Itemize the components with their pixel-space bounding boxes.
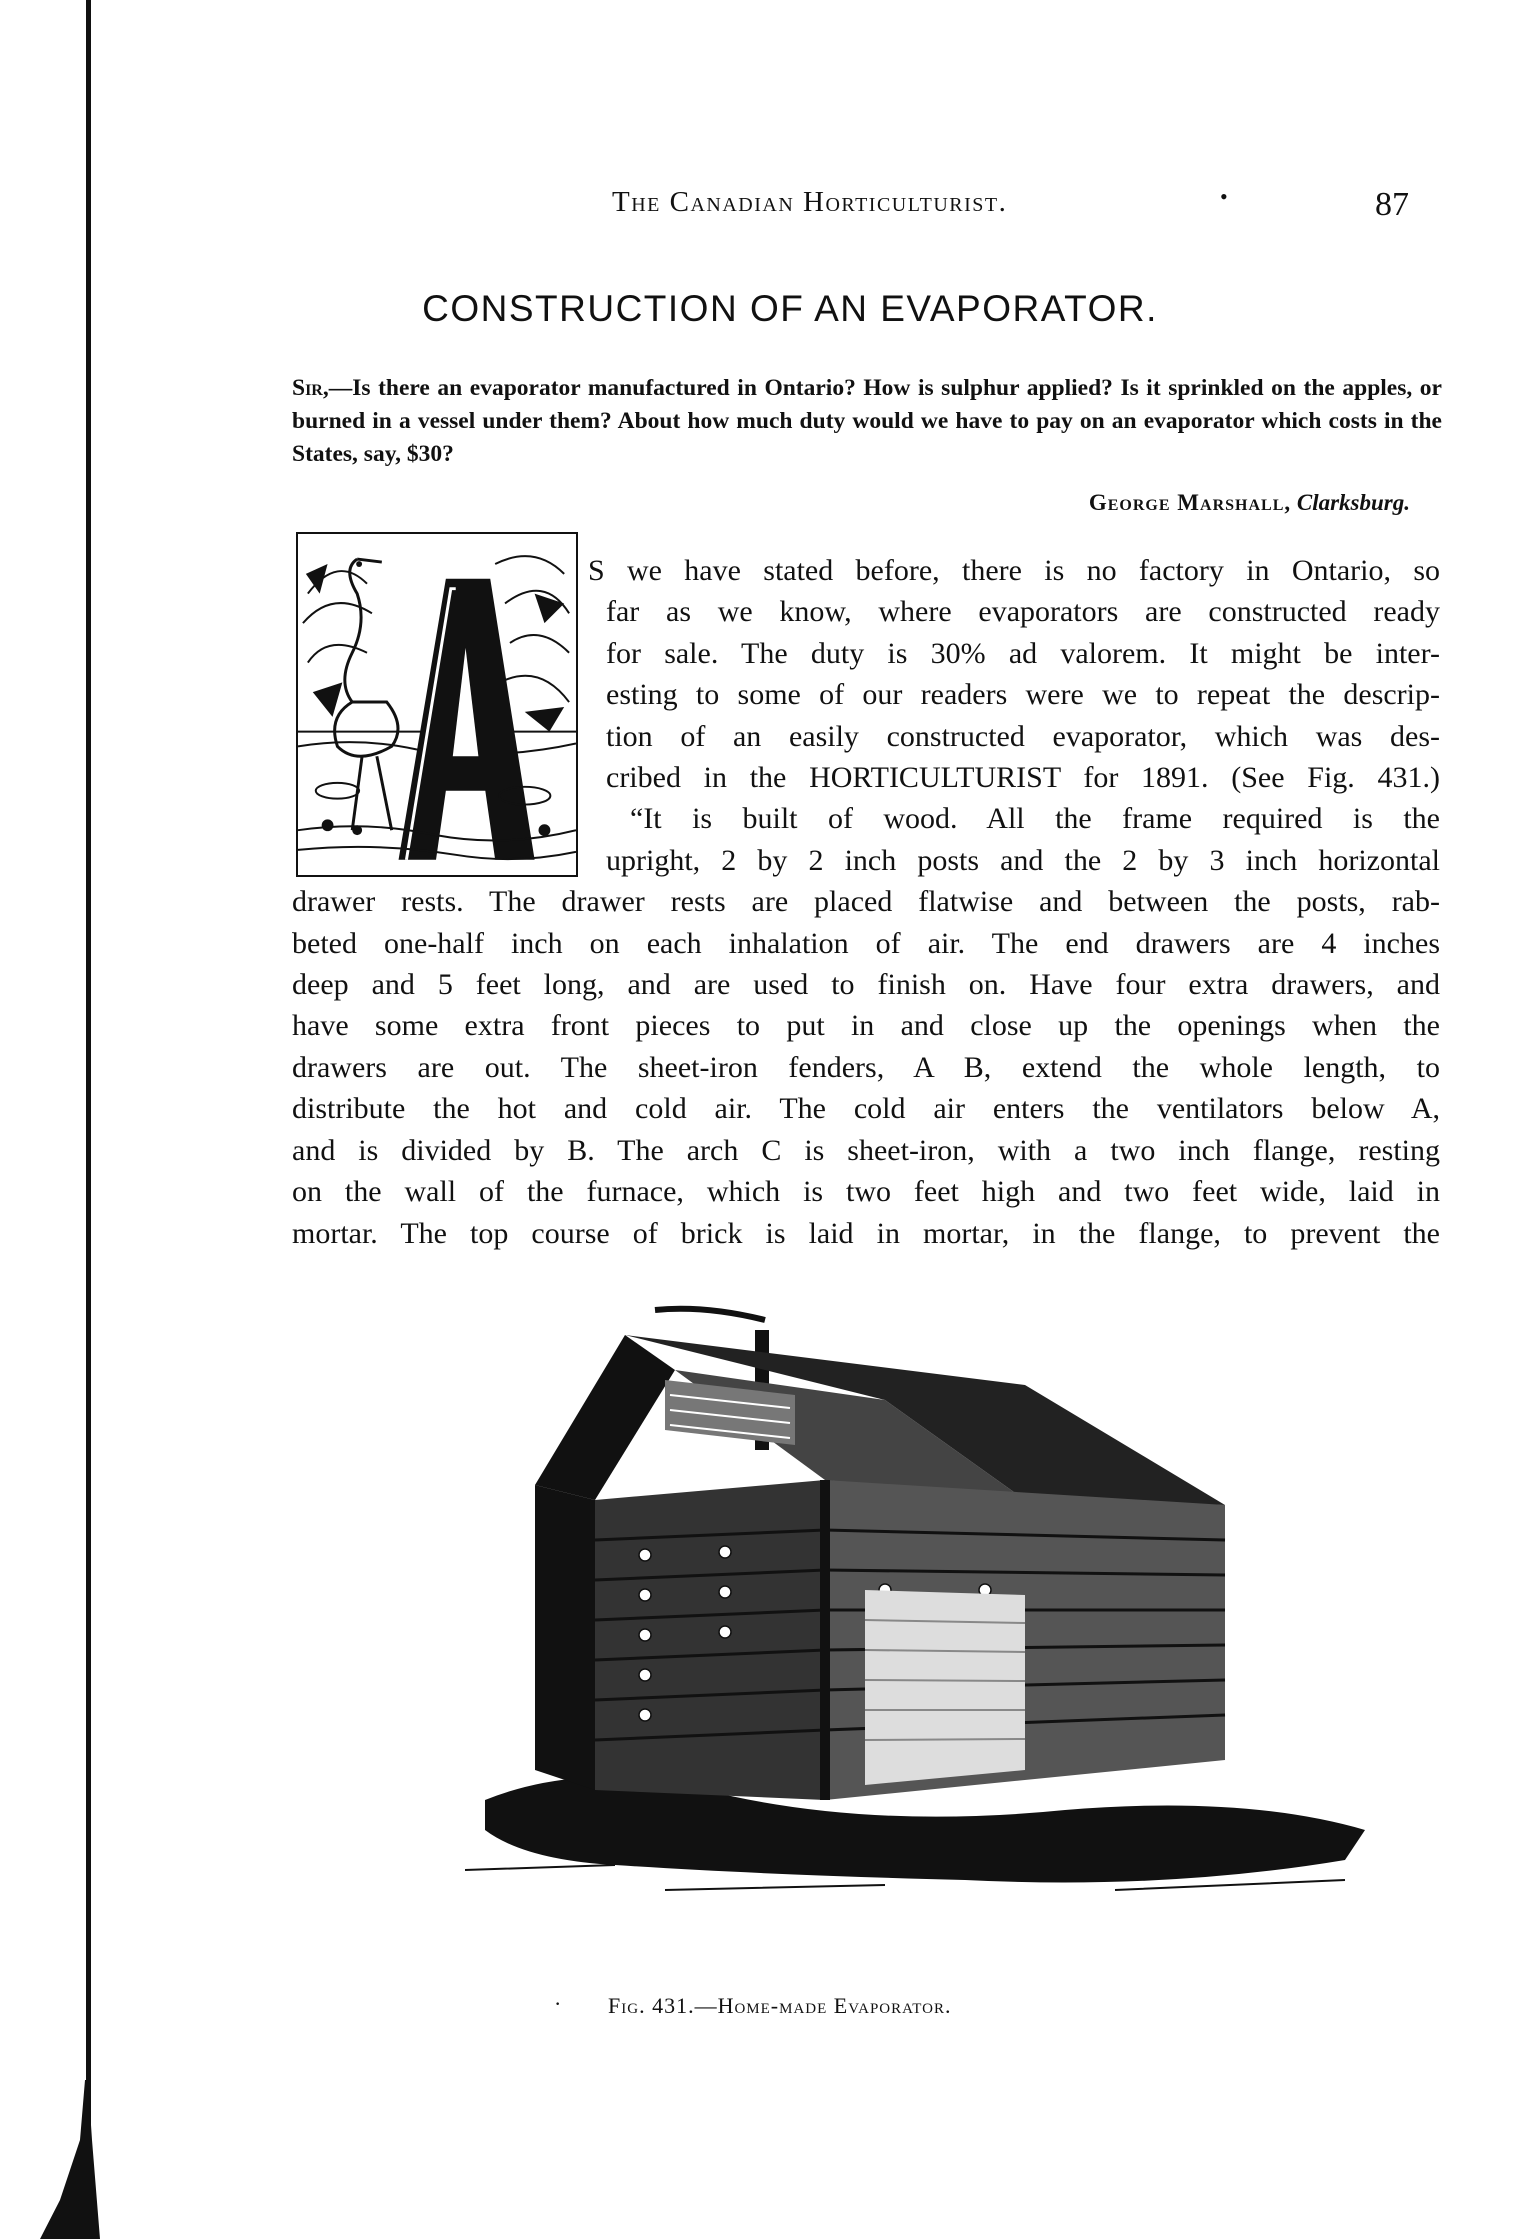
body-line: far as we know, where evaporators are constructed ready [606, 595, 1440, 629]
body-line: upright, 2 by 2 inch posts and the 2 by 3 inch horizontal [606, 843, 1440, 877]
signature-name: George Marshall, [1088, 490, 1292, 515]
running-head [600, 178, 1440, 228]
caption-dot: · [554, 1991, 563, 2016]
body-line: mortar. The top course of brick is laid in mortar, in the flange, to prevent the [292, 1216, 1440, 1250]
journal-title: The Canadian Horticulturist. [612, 186, 1008, 218]
body-line: deep and 5 feet long, and are used to finish on. Have four extra drawers, and [292, 968, 1440, 1002]
letter-signature [1089, 490, 1410, 516]
page-binding-edge [86, 0, 91, 2239]
body-line: have some extra front pieces to put in and close up the openings when the [292, 1009, 1440, 1043]
article-title: CONSTRUCTION OF AN EVAPORATOR. [422, 288, 1158, 329]
body-line: S we have stated before, there is no factory in Ontario, so [588, 554, 1440, 587]
running-head-bullet: • [1220, 184, 1228, 209]
page-number: 87 [1375, 186, 1409, 223]
figure-caption [554, 1991, 1260, 2019]
reader-letter [292, 372, 1442, 471]
figure-caption-text: Fig. 431.—Home-made Evaporator. [608, 1993, 952, 2018]
body-line: “It is built of wood. All the frame required is the [630, 802, 1440, 836]
body-line: tion of an easily constructed evaporator, which was des- [606, 719, 1440, 753]
letter-salutation: Sir, [292, 375, 329, 401]
body-line: drawers are out. The sheet-iron fenders, A B, extend the whole length, to [292, 1050, 1440, 1084]
signature-place: Clarksburg. [1296, 490, 1410, 515]
article-body [292, 550, 1440, 1254]
body-line: cribed in the HORTICULTURIST for 1891. (See Fig. 431.) [606, 761, 1440, 795]
body-line: esting to some of our readers were we to repeat the descrip- [606, 678, 1440, 712]
body-line: beted one-half inch on each inhalation of air. The end drawers are 4 inches [292, 926, 1440, 960]
body-line: and is divided by B. The arch C is sheet-iron, with a two inch flange, resting [292, 1133, 1440, 1167]
body-line: drawer rests. The drawer rests are placed flatwise and between the posts, rab- [292, 885, 1440, 919]
letter-text: —Is there an evaporator manufactured in Ontario? How is sulphur applied? Is it sprinkled on the apples, or burned in a vessel under them? About how much duty would we have to pay on an evaporator which costs in the States, say, $30? [292, 375, 1442, 467]
binding-shadow [40, 2080, 100, 2239]
body-line: distribute the hot and cold air. The cold air enters the ventilators below A, [292, 1092, 1440, 1126]
body-line: on the wall of the furnace, which is two feet high and two feet wide, laid in [292, 1175, 1440, 1209]
body-line: for sale. The duty is 30% ad valorem. It might be inter- [606, 636, 1440, 670]
evaporator-engraving [465, 1290, 1395, 1910]
